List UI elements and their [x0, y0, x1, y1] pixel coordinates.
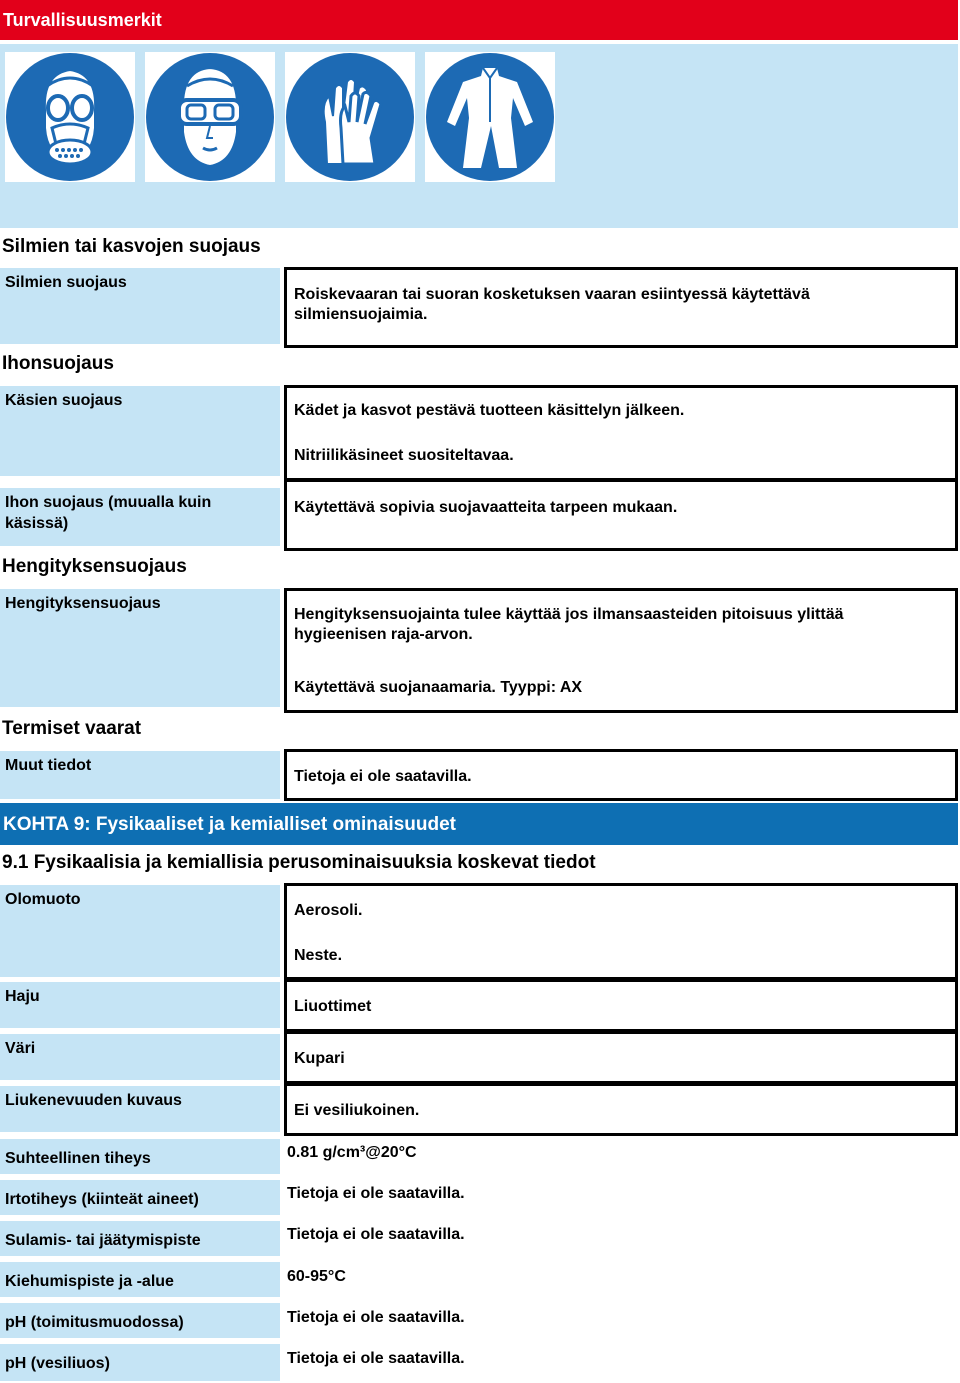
section-header-banner — [0, 0, 958, 42]
thermal-hazards-heading: Termiset vaarat — [2, 718, 142, 739]
appearance-label: Olomuoto — [0, 885, 280, 977]
body-protection-label: Ihon suojaus (muualla kuin käsissä) — [0, 488, 280, 546]
melting-point-value: Tietoja ei ole saatavilla. — [287, 1226, 465, 1243]
pictogram-panel — [0, 44, 958, 228]
other-info-label: Muut tiedot — [0, 751, 280, 799]
ph-label: pH (toimitusmuodossa) — [0, 1303, 280, 1338]
section-9-banner — [0, 803, 958, 845]
odor-value: Liuottimet — [294, 998, 372, 1015]
hand-protection-value-box — [284, 385, 958, 481]
solubility-value: Ei vesiliukoinen. — [294, 1102, 420, 1119]
color-label: Väri — [0, 1034, 280, 1080]
bulk-density-value: Tietoja ei ole saatavilla. — [287, 1185, 465, 1202]
body-protection-value: Käytettävä sopivia suojavaatteita tarpeen mukaan. — [294, 499, 678, 516]
ph-aqueous-label: pH (vesiliuos) — [0, 1344, 280, 1381]
other-info-value: Tietoja ei ole saatavilla. — [294, 768, 472, 785]
section-header-title: Turvallisuusmerkit — [3, 10, 162, 30]
eye-protection-value: Roiskevaaran tai suoran kosketuksen vaaran esiintyessä käytettävä silmiensuojaimia. — [294, 286, 810, 323]
density-label: Suhteellinen tiheys — [0, 1139, 280, 1174]
ph-value: Tietoja ei ole saatavilla. — [287, 1309, 465, 1326]
respiratory-protection-label: Hengityksensuojaus — [0, 589, 280, 707]
eye-protection-label: Silmien suojaus — [0, 268, 280, 344]
melting-point-label: Sulamis- tai jäätymispiste — [0, 1221, 280, 1256]
respiratory-protection-value-1: Hengityksensuojainta tulee käyttää jos ilmansaasteiden pitoisuus ylittää hygieenisen raja-arvon. — [294, 606, 844, 643]
boiling-point-value: 60-95°C — [287, 1268, 346, 1285]
respirator-mask-icon — [5, 52, 135, 182]
respiratory-protection-heading: Hengityksensuojaus — [2, 556, 187, 577]
color-value: Kupari — [294, 1050, 345, 1067]
boiling-point-label: Kiehumispiste ja -alue — [0, 1262, 280, 1297]
section-9-title: KOHTA 9: Fysikaaliset ja kemialliset ominaisuudet — [3, 814, 456, 835]
respiratory-protection-value-2: Käytettävä suojanaamaria. Tyyppi: AX — [294, 679, 583, 696]
ph-aqueous-value: Tietoja ei ole saatavilla. — [287, 1350, 465, 1367]
appearance-value-2: Neste. — [294, 947, 343, 964]
protective-suit-icon — [425, 52, 555, 182]
solubility-label: Liukenevuuden kuvaus — [0, 1086, 280, 1132]
hand-protection-value-2: Nitriilikäsineet suositeltavaa. — [294, 447, 514, 464]
hand-protection-value-1: Kädet ja kasvot pestävä tuotteen käsittelyn jälkeen. — [294, 402, 685, 419]
hand-protection-label: Käsien suojaus — [0, 386, 280, 476]
density-value: 0.81 g/cm³@20°C — [287, 1144, 417, 1161]
eye-protection-heading: Silmien tai kasvojen suojaus — [2, 236, 261, 257]
protective-gloves-icon — [285, 52, 415, 182]
section-9-1-heading: 9.1 Fysikaalisia ja kemiallisia perusominaisuuksia koskevat tiedot — [2, 852, 596, 873]
safety-goggles-icon — [145, 52, 275, 182]
appearance-value-1: Aerosoli. — [294, 902, 363, 919]
bulk-density-label: Irtotiheys (kiinteät aineet) — [0, 1180, 280, 1215]
skin-protection-heading: Ihonsuojaus — [2, 353, 114, 374]
odor-label: Haju — [0, 982, 280, 1028]
